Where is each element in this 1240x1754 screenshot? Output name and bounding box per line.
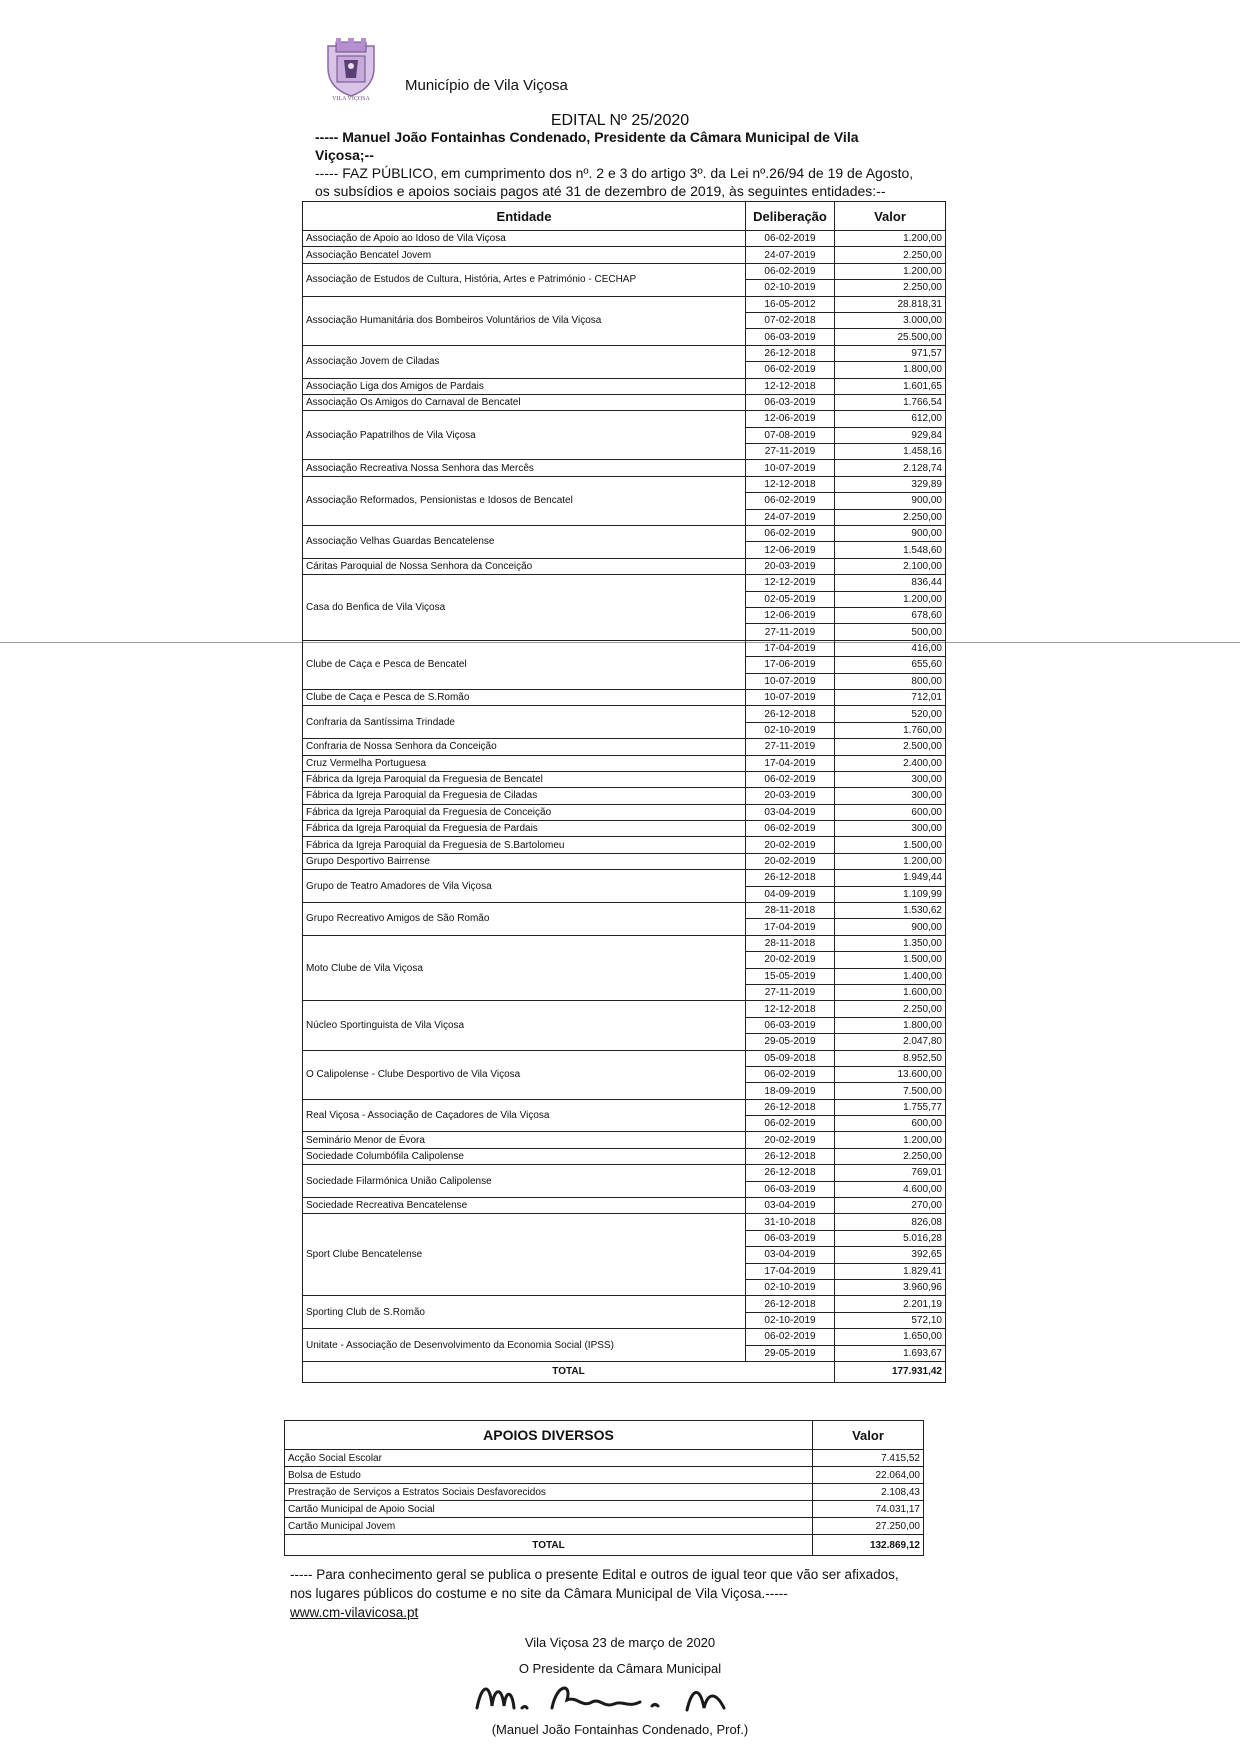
closing-paragraph — [290, 1565, 910, 1622]
deliberation-date: 06-03-2019 — [746, 1230, 835, 1246]
deliberation-date: 06-02-2019 — [746, 263, 835, 279]
table-row — [303, 526, 946, 542]
header-deliberacao: Deliberação — [746, 202, 835, 231]
deliberation-date: 10-07-2019 — [746, 673, 835, 689]
deliberation-date: 12-12-2018 — [746, 378, 835, 394]
deliberation-date: 06-02-2019 — [746, 231, 835, 247]
deliberation-date: 06-03-2019 — [746, 394, 835, 410]
apoios-total-label: TOTAL — [285, 1535, 813, 1556]
apoio-value: 74.031,17 — [813, 1501, 924, 1518]
entity-name: Sociedade Columbófila Calipolense — [303, 1148, 746, 1164]
subsidy-value: 900,00 — [835, 526, 946, 542]
deliberation-date: 28-11-2018 — [746, 935, 835, 951]
subsidy-value: 2.047,80 — [835, 1034, 946, 1050]
deliberation-date: 05-09-2018 — [746, 1050, 835, 1066]
subsidy-value: 572,10 — [835, 1312, 946, 1328]
deliberation-date: 02-10-2019 — [746, 1280, 835, 1296]
table-row — [303, 411, 946, 427]
subsidy-value: 1.548,60 — [835, 542, 946, 558]
subsidy-value: 1.109,99 — [835, 886, 946, 902]
subsidy-value: 2.250,00 — [835, 1148, 946, 1164]
subsidy-value: 1.500,00 — [835, 952, 946, 968]
entity-name: Associação Jovem de Ciladas — [303, 345, 746, 378]
table-row — [303, 689, 946, 705]
deliberation-date: 26-12-2018 — [746, 706, 835, 722]
table-row — [303, 804, 946, 820]
entity-name: Sociedade Recreativa Bencatelense — [303, 1198, 746, 1214]
deliberation-date: 12-12-2018 — [746, 476, 835, 492]
deliberation-date: 02-10-2019 — [746, 1312, 835, 1328]
table-row — [303, 345, 946, 361]
deliberation-date: 16-05-2012 — [746, 296, 835, 312]
closing-text: ----- Para conhecimento geral se publica o presente Edital e outros de igual teor que vão ser afixados, nos lugares públicos do costume e no site da Câmara Municipal de Vila Viçosa.----- — [290, 1567, 899, 1601]
entity-name: O Calipolense - Clube Desportivo de Vila Viçosa — [303, 1050, 746, 1099]
subsidy-value: 1.829,41 — [835, 1263, 946, 1279]
table-row — [285, 1518, 924, 1535]
table-row — [303, 263, 946, 279]
entity-name: Associação Liga dos Amigos de Pardais — [303, 378, 746, 394]
edital-title: EDITAL Nº 25/2020 — [550, 112, 690, 129]
entity-name: Seminário Menor de Évora — [303, 1132, 746, 1148]
subsidy-value: 1.800,00 — [835, 1017, 946, 1033]
deliberation-date: 10-07-2019 — [746, 689, 835, 705]
subsidy-value: 270,00 — [835, 1198, 946, 1214]
entity-name: Associação Bencatel Jovem — [303, 247, 746, 263]
subsidy-value: 1.200,00 — [835, 853, 946, 869]
entity-name: Moto Clube de Vila Viçosa — [303, 935, 746, 1001]
deliberation-date: 06-02-2019 — [746, 1329, 835, 1345]
deliberation-date: 06-02-2019 — [746, 771, 835, 787]
deliberation-date: 17-04-2019 — [746, 919, 835, 935]
apoios-title: APOIOS DIVERSOS — [285, 1421, 813, 1450]
deliberation-date: 06-02-2019 — [746, 493, 835, 509]
subsidy-value: 1.800,00 — [835, 362, 946, 378]
subsidy-value: 1.600,00 — [835, 984, 946, 1000]
table-row — [303, 378, 946, 394]
subsidy-value: 600,00 — [835, 804, 946, 820]
deliberation-date: 03-04-2019 — [746, 1247, 835, 1263]
deliberation-date: 20-03-2019 — [746, 558, 835, 574]
entity-name: Fábrica da Igreja Paroquial da Freguesia de Pardais — [303, 821, 746, 837]
table-row — [303, 1148, 946, 1164]
entity-name: Grupo Desportivo Bairrense — [303, 853, 746, 869]
entity-name: Sociedade Filarmónica União Calipolense — [303, 1165, 746, 1198]
table-row — [303, 558, 946, 574]
entity-name: Associação Reformados, Pensionistas e Idosos de Bencatel — [303, 476, 746, 525]
deliberation-date: 20-02-2019 — [746, 853, 835, 869]
table-row — [303, 247, 946, 263]
edital-intro — [315, 128, 915, 200]
deliberation-date: 12-12-2019 — [746, 575, 835, 591]
deliberation-date: 02-05-2019 — [746, 591, 835, 607]
deliberation-date: 26-12-2018 — [746, 345, 835, 361]
deliberation-date: 18-09-2019 — [746, 1083, 835, 1099]
deliberation-date: 20-02-2019 — [746, 1132, 835, 1148]
subsidy-value: 300,00 — [835, 788, 946, 804]
table-row — [285, 1501, 924, 1518]
deliberation-date: 27-11-2019 — [746, 984, 835, 1000]
subsidies-table-body — [303, 231, 946, 1362]
subsidy-value: 2.100,00 — [835, 558, 946, 574]
municipality-name: Município de Vila Viçosa — [405, 77, 568, 94]
table-row — [303, 755, 946, 771]
entity-name: Unitate - Associação de Desenvolvimento da Economia Social (IPSS) — [303, 1329, 746, 1362]
entity-name: Confraria de Nossa Senhora da Conceição — [303, 739, 746, 755]
deliberation-date: 20-03-2019 — [746, 788, 835, 804]
subsidies-table-header — [303, 202, 946, 231]
table-row — [303, 771, 946, 787]
entity-name: Fábrica da Igreja Paroquial da Freguesia de Ciladas — [303, 788, 746, 804]
subsidy-value: 655,60 — [835, 657, 946, 673]
deliberation-date: 20-02-2019 — [746, 952, 835, 968]
subsidy-value: 612,00 — [835, 411, 946, 427]
deliberation-date: 29-05-2019 — [746, 1345, 835, 1361]
apoio-value: 2.108,43 — [813, 1484, 924, 1501]
table-row — [303, 1001, 946, 1017]
subsidy-value: 8.952,50 — [835, 1050, 946, 1066]
deliberation-date: 06-02-2019 — [746, 526, 835, 542]
entity-name: Confraria da Santíssima Trindade — [303, 706, 746, 739]
header-entidade: Entidade — [303, 202, 746, 231]
subsidy-value: 5.016,28 — [835, 1230, 946, 1246]
table-row — [303, 870, 946, 886]
subsidy-value: 1.500,00 — [835, 837, 946, 853]
entity-name: Casa do Benfica de Vila Viçosa — [303, 575, 746, 641]
table-row — [303, 837, 946, 853]
subsidy-value: 929,84 — [835, 427, 946, 443]
subsidy-value: 4.600,00 — [835, 1181, 946, 1197]
subsidy-value: 1.650,00 — [835, 1329, 946, 1345]
subsidy-value: 1.693,67 — [835, 1345, 946, 1361]
deliberation-date: 24-07-2019 — [746, 247, 835, 263]
deliberation-date: 02-10-2019 — [746, 722, 835, 738]
header-valor: Valor — [835, 202, 946, 231]
subsidies-total-row — [303, 1361, 946, 1382]
entity-name: Fábrica da Igreja Paroquial da Freguesia de Conceição — [303, 804, 746, 820]
table-row — [303, 394, 946, 410]
subsidies-table — [302, 201, 946, 1383]
apoio-value: 22.064,00 — [813, 1467, 924, 1484]
place-date: Vila Viçosa 23 de março de 2020 — [524, 1635, 716, 1650]
table-row — [303, 853, 946, 869]
entity-name: Fábrica da Igreja Paroquial da Freguesia de Bencatel — [303, 771, 746, 787]
subsidy-value: 2.250,00 — [835, 280, 946, 296]
table-row — [303, 788, 946, 804]
deliberation-date: 17-04-2019 — [746, 755, 835, 771]
entity-name: Associação de Apoio ao Idoso de Vila Viçosa — [303, 231, 746, 247]
subsidy-value: 1.200,00 — [835, 263, 946, 279]
deliberation-date: 02-10-2019 — [746, 280, 835, 296]
entity-name: Grupo Recreativo Amigos de São Romão — [303, 903, 746, 936]
subsidy-value: 2.250,00 — [835, 509, 946, 525]
deliberation-date: 06-02-2019 — [746, 821, 835, 837]
subsidy-value: 28.818,31 — [835, 296, 946, 312]
subsidy-value: 1.755,77 — [835, 1099, 946, 1115]
subsidy-value: 1.766,54 — [835, 394, 946, 410]
table-row — [303, 575, 946, 591]
subsidy-value: 678,60 — [835, 607, 946, 623]
deliberation-date: 28-11-2018 — [746, 903, 835, 919]
table-row — [303, 1329, 946, 1345]
entity-name: Clube de Caça e Pesca de S.Romão — [303, 689, 746, 705]
table-row — [303, 935, 946, 951]
subsidy-value: 2.500,00 — [835, 739, 946, 755]
entity-name: Núcleo Sportinguista de Vila Viçosa — [303, 1001, 746, 1050]
table-row — [303, 706, 946, 722]
deliberation-date: 29-05-2019 — [746, 1034, 835, 1050]
deliberation-date: 12-12-2018 — [746, 1001, 835, 1017]
subsidy-value: 2.128,74 — [835, 460, 946, 476]
municipal-crest-logo — [322, 38, 380, 102]
table-row — [303, 1132, 946, 1148]
entity-name: Grupo de Teatro Amadores de Vila Viçosa — [303, 870, 746, 903]
deliberation-date: 27-11-2019 — [746, 444, 835, 460]
subsidy-value: 900,00 — [835, 919, 946, 935]
deliberation-date: 15-05-2019 — [746, 968, 835, 984]
table-row — [303, 460, 946, 476]
subsidy-value: 329,89 — [835, 476, 946, 492]
table-row — [303, 739, 946, 755]
deliberation-date: 06-03-2019 — [746, 329, 835, 345]
apoios-total-value: 132.869,12 — [813, 1535, 924, 1556]
subsidy-value: 1.760,00 — [835, 722, 946, 738]
subsidy-value: 712,01 — [835, 689, 946, 705]
subsidy-value: 1.601,65 — [835, 378, 946, 394]
deliberation-date: 26-12-2018 — [746, 1296, 835, 1312]
subsidy-value: 1.200,00 — [835, 1132, 946, 1148]
apoios-value-header: Valor — [813, 1421, 924, 1450]
subsidy-value: 520,00 — [835, 706, 946, 722]
deliberation-date: 17-06-2019 — [746, 657, 835, 673]
apoios-table-header — [285, 1421, 924, 1450]
entity-name: Associação Papatrilhos de Vila Viçosa — [303, 411, 746, 460]
subsidy-value: 7.500,00 — [835, 1083, 946, 1099]
apoios-diversos-table — [284, 1420, 924, 1556]
deliberation-date: 03-04-2019 — [746, 804, 835, 820]
deliberation-date: 12-06-2019 — [746, 607, 835, 623]
subsidy-value: 2.250,00 — [835, 247, 946, 263]
entity-name: Associação Velhas Guardas Bencatelense — [303, 526, 746, 559]
subsidy-value: 600,00 — [835, 1116, 946, 1132]
deliberation-date: 27-11-2019 — [746, 739, 835, 755]
subsidy-value: 800,00 — [835, 673, 946, 689]
deliberation-date: 20-02-2019 — [746, 837, 835, 853]
subsidy-value: 2.250,00 — [835, 1001, 946, 1017]
subsidy-value: 836,44 — [835, 575, 946, 591]
svg-text:VILA VIÇOSA: VILA VIÇOSA — [332, 96, 370, 102]
deliberation-date: 06-02-2019 — [746, 362, 835, 378]
subsidies-total-label: TOTAL — [303, 1361, 835, 1382]
deliberation-date: 26-12-2018 — [746, 1165, 835, 1181]
deliberation-date: 07-02-2018 — [746, 312, 835, 328]
deliberation-date: 06-02-2019 — [746, 1066, 835, 1082]
entity-name: Fábrica da Igreja Paroquial da Freguesia de S.Bartolomeu — [303, 837, 746, 853]
deliberation-date: 17-04-2019 — [746, 640, 835, 656]
apoios-table-body — [285, 1450, 924, 1535]
apoio-value: 27.250,00 — [813, 1518, 924, 1535]
deliberation-date: 07-08-2019 — [746, 427, 835, 443]
deliberation-date: 06-02-2019 — [746, 1116, 835, 1132]
table-row — [285, 1450, 924, 1467]
subsidy-value: 1.949,44 — [835, 870, 946, 886]
edital-line-publication: ----- FAZ PÚBLICO, em cumprimento dos nº. 2 e 3 do artigo 3º. da Lei nº.26/94 de 19 de Agosto, os subsídios e apoios sociais pagos até 31 de dezembro de 2019, às seguintes entidades:-- — [315, 165, 914, 199]
entity-name: Associação Humanitária dos Bombeiros Voluntários de Vila Viçosa — [303, 296, 746, 345]
deliberation-date: 03-04-2019 — [746, 1198, 835, 1214]
table-row — [303, 1099, 946, 1115]
subsidy-value: 826,08 — [835, 1214, 946, 1230]
table-row — [303, 1296, 946, 1312]
subsidy-value: 1.530,62 — [835, 903, 946, 919]
deliberation-date: 26-12-2018 — [746, 1148, 835, 1164]
apoio-name: Bolsa de Estudo — [285, 1467, 813, 1484]
subsidy-value: 2.400,00 — [835, 755, 946, 771]
table-row — [303, 296, 946, 312]
deliberation-date: 04-09-2019 — [746, 886, 835, 902]
deliberation-date: 26-12-2018 — [746, 1099, 835, 1115]
subsidy-value: 1.350,00 — [835, 935, 946, 951]
signatory-role: O Presidente da Câmara Municipal — [518, 1661, 722, 1676]
deliberation-date: 06-03-2019 — [746, 1017, 835, 1033]
table-row — [303, 476, 946, 492]
entity-name: Real Viçosa - Associação de Caçadores de Vila Viçosa — [303, 1099, 746, 1132]
entity-name: Associação Recreativa Nossa Senhora das Mercês — [303, 460, 746, 476]
apoio-name: Cartão Municipal de Apoio Social — [285, 1501, 813, 1518]
deliberation-date: 26-12-2018 — [746, 870, 835, 886]
subsidy-value: 900,00 — [835, 493, 946, 509]
subsidy-value: 1.400,00 — [835, 968, 946, 984]
apoios-total-row — [285, 1535, 924, 1556]
subsidy-value: 971,57 — [835, 345, 946, 361]
website-link[interactable]: www.cm-vilavicosa.pt — [290, 1605, 419, 1620]
table-row — [285, 1484, 924, 1501]
table-row — [303, 1198, 946, 1214]
table-row — [303, 821, 946, 837]
deliberation-date: 27-11-2019 — [746, 624, 835, 640]
deliberation-date: 17-04-2019 — [746, 1263, 835, 1279]
deliberation-date: 06-03-2019 — [746, 1181, 835, 1197]
table-row — [303, 1214, 946, 1230]
table-row — [285, 1467, 924, 1484]
table-row — [303, 1165, 946, 1181]
entity-name: Clube de Caça e Pesca de Bencatel — [303, 640, 746, 689]
subsidy-value: 3.960,96 — [835, 1280, 946, 1296]
subsidy-value: 416,00 — [835, 640, 946, 656]
entity-name: Associação Os Amigos do Carnaval de Bencatel — [303, 394, 746, 410]
subsidy-value: 300,00 — [835, 771, 946, 787]
subsidy-value: 3.000,00 — [835, 312, 946, 328]
entity-name: Sporting Club de S.Romão — [303, 1296, 746, 1329]
table-row — [303, 640, 946, 656]
subsidy-value: 25.500,00 — [835, 329, 946, 345]
entity-name: Cruz Vermelha Portuguesa — [303, 755, 746, 771]
subsidy-value: 769,01 — [835, 1165, 946, 1181]
apoio-name: Prestração de Serviços a Estratos Sociais Desfavorecidos — [285, 1484, 813, 1501]
table-row — [303, 231, 946, 247]
entity-name: Sport Clube Bencatelense — [303, 1214, 746, 1296]
entity-name: Associação de Estudos de Cultura, História, Artes e Património - CECHAP — [303, 263, 746, 296]
deliberation-date: 31-10-2018 — [746, 1214, 835, 1230]
apoio-value: 7.415,52 — [813, 1450, 924, 1467]
subsidy-value: 500,00 — [835, 624, 946, 640]
deliberation-date: 24-07-2019 — [746, 509, 835, 525]
apoio-name: Acção Social Escolar — [285, 1450, 813, 1467]
subsidy-value: 2.201,19 — [835, 1296, 946, 1312]
deliberation-date: 12-06-2019 — [746, 411, 835, 427]
subsidies-total-value: 177.931,42 — [835, 1361, 946, 1382]
table-row — [303, 1050, 946, 1066]
subsidy-value: 1.200,00 — [835, 231, 946, 247]
signatory-name: (Manuel João Fontainhas Condenado, Prof.) — [491, 1722, 749, 1737]
apoio-name: Cartão Municipal Jovem — [285, 1518, 813, 1535]
subsidy-value: 1.200,00 — [835, 591, 946, 607]
subsidy-value: 300,00 — [835, 821, 946, 837]
edital-line-president: ----- Manuel João Fontainhas Condenado, Presidente da Câmara Municipal de Vila Viçosa;-- — [315, 129, 859, 163]
deliberation-date: 12-06-2019 — [746, 542, 835, 558]
handwritten-signature — [472, 1678, 752, 1718]
table-row — [303, 903, 946, 919]
entity-name: Cáritas Paroquial de Nossa Senhora da Conceição — [303, 558, 746, 574]
subsidy-value: 392,65 — [835, 1247, 946, 1263]
subsidy-value: 1.458,16 — [835, 444, 946, 460]
subsidy-value: 13.600,00 — [835, 1066, 946, 1082]
deliberation-date: 10-07-2019 — [746, 460, 835, 476]
